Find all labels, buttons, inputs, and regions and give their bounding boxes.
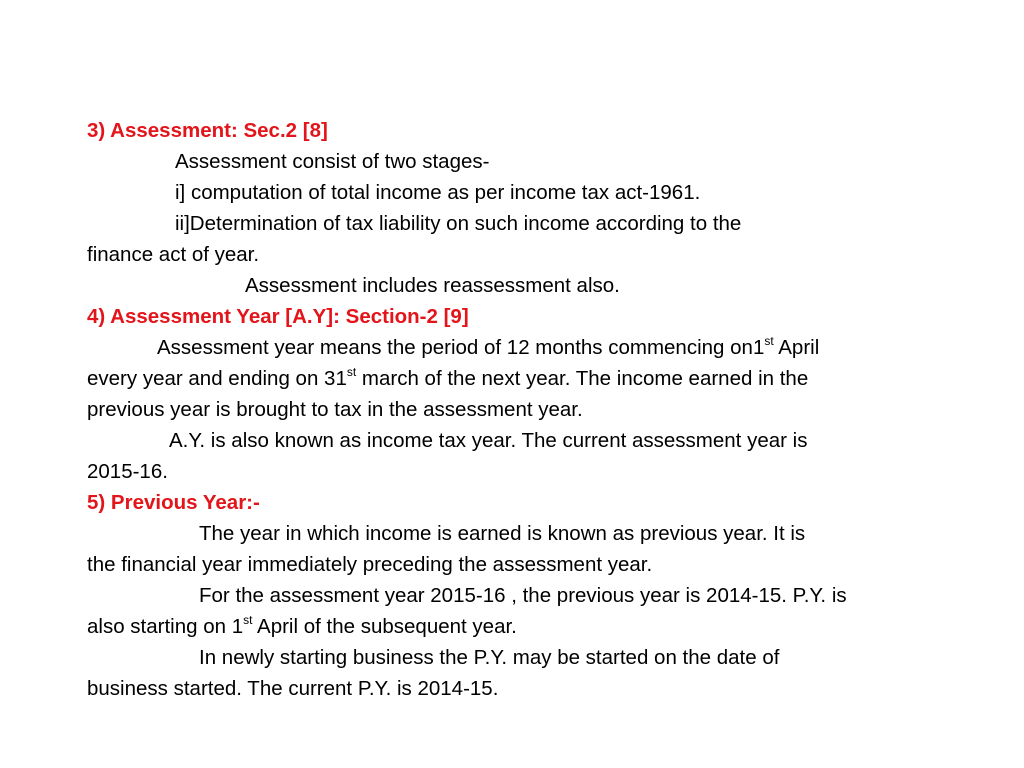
previous-year-new-business-line-2: business started. The current P.Y. is 2014-15. [87,677,499,700]
assessment-year-definition-line-3: previous year is brought to tax in the assessment year. [87,398,583,421]
text-run: every year and ending on 31 [87,367,347,390]
assessment-year-current: A.Y. is also known as income tax year. The current assessment year is [169,429,808,452]
previous-year-example-line-1: For the assessment year 2015-16 , the previous year is 2014-15. P.Y. is [199,584,847,607]
slide-body [87,115,937,704]
previous-year-example-line-2 [87,611,937,642]
previous-year-definition-line-1: The year in which income is earned is known as previous year. It is [199,522,806,545]
assessment-year-heading: 4) Assessment Year [A.Y]: Section-2 [9] [87,305,469,328]
text-run: April of the subsequent year. [252,615,517,638]
previous-year-heading: 5) Previous Year:- [87,491,260,514]
assessment-stage-2: ii]Determination of tax liability on such income according to the [175,212,742,235]
text-run: April [773,336,820,359]
previous-year-new-business-line-1: In newly starting business the P.Y. may be started on the date of [199,646,780,669]
assessment-note: Assessment includes reassessment also. [245,274,620,297]
text-run: Assessment year means the period of 12 months commencing on1 [157,336,765,359]
assessment-stage-2-continued: finance act of year. [87,243,260,266]
superscript: st [346,365,357,380]
assessment-year-definition-line-2 [87,363,937,394]
superscript: st [764,334,774,349]
assessment-stage-1: i] computation of total income as per income tax act-1961. [175,181,701,204]
previous-year-definition-line-2: the financial year immediately preceding the assessment year. [87,553,653,576]
assessment-year-current-value: 2015-16. [87,460,168,483]
text-run: march of the next year. The income earned in the [356,367,809,390]
assessment-intro: Assessment consist of two stages- [175,150,490,173]
assessment-heading: 3) Assessment: Sec.2 [8] [87,119,328,142]
superscript: st [243,613,253,628]
assessment-year-definition-line-1 [87,332,937,363]
text-run: also starting on 1 [87,615,244,638]
